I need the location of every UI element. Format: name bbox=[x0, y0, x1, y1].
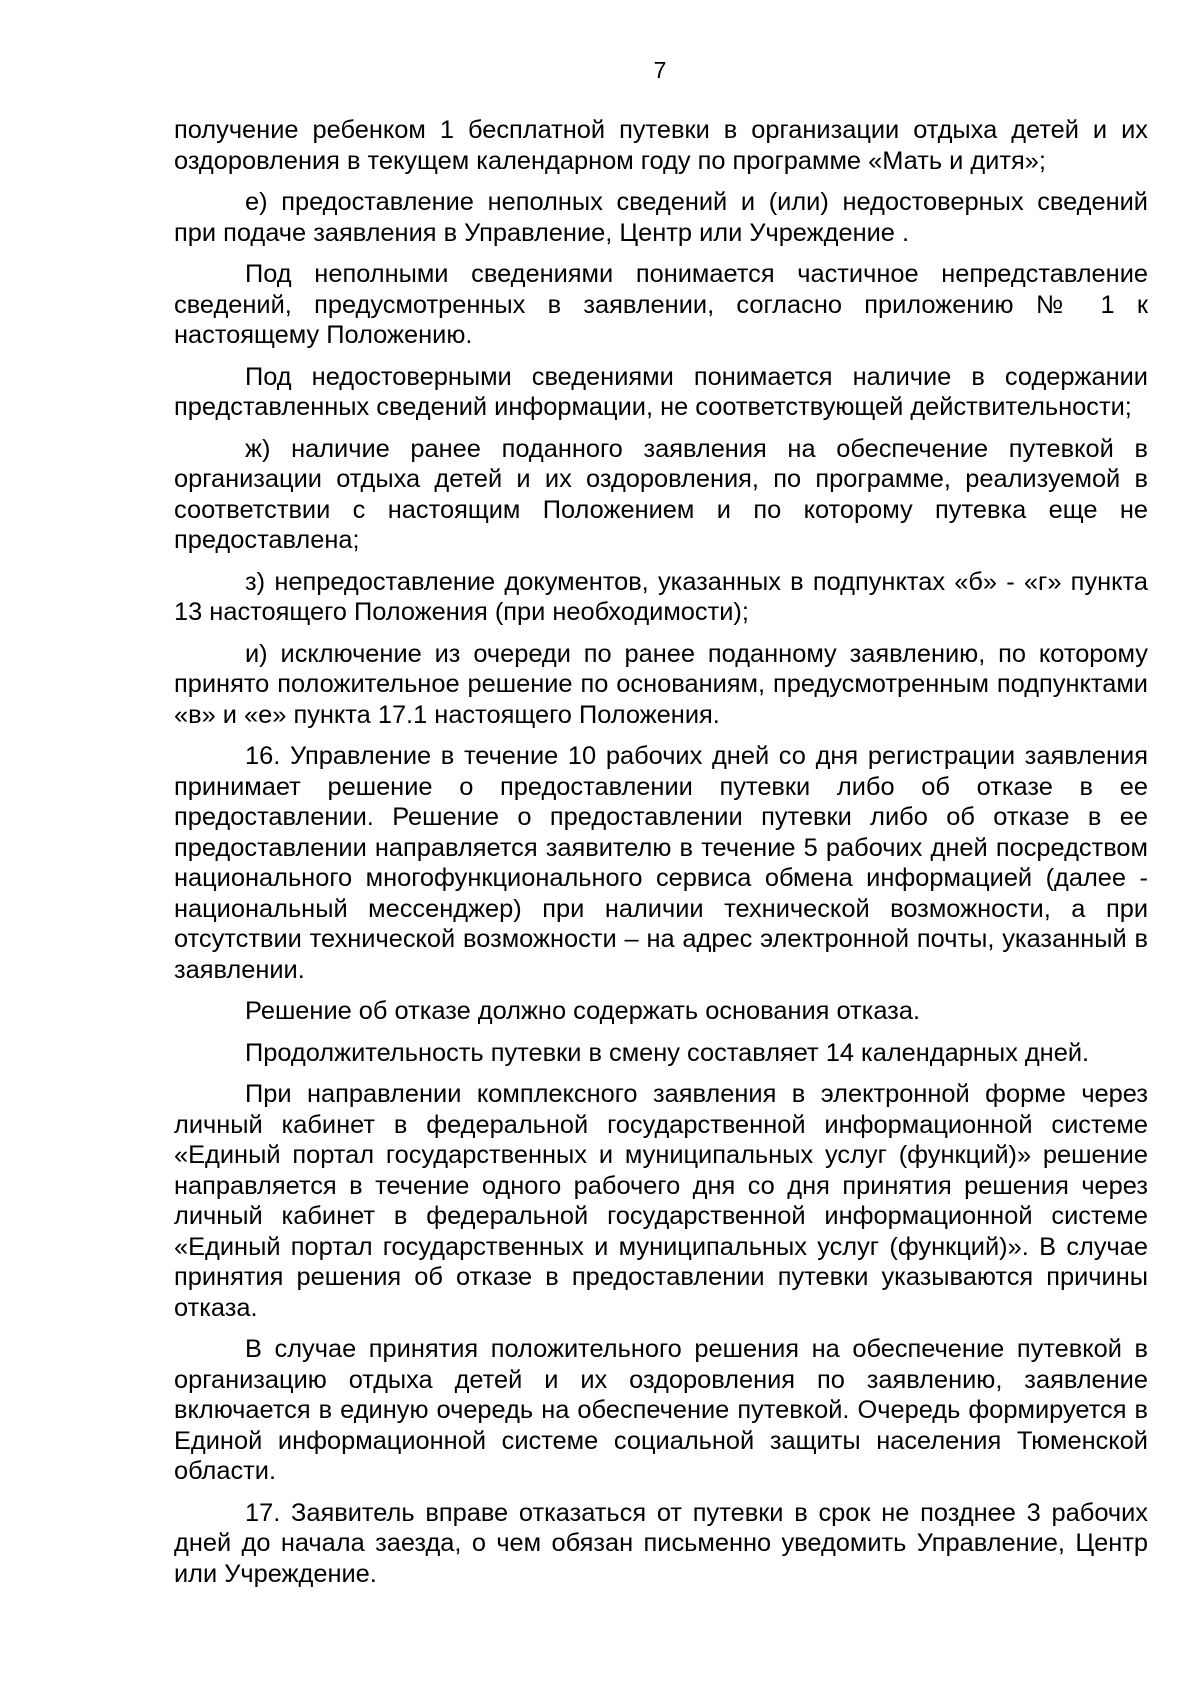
paragraph-clause-17: 17. Заявитель вправе отказаться от путевки в срок не позднее 3 рабочих дней до начала заезда, о чем обязан письменно уведомить Управление, Центр или Учреждение. bbox=[174, 1498, 1148, 1588]
paragraph-clause-16: 16. Управление в течение 10 рабочих дней со дня регистрации заявления принимает решение о предоставлении путевки либо об отказе в ее предоставлении. Решение о предоставлении путевки либо об отказе в ее предоставлении направляется заявителю в течение 5 рабочих дней посредством национального многофункционального сервиса обмена информацией (далее - национальный мессенджер) при наличии технической возможности, а при отсутствии технической возможности – на адрес электронной почты, указанный в заявлении. bbox=[174, 742, 1148, 984]
paragraph-electronic-application: При направлении комплексного заявления в электронной форме через личный кабинет в федеральной государственной информационной системе «Единый портал государственных и муниципальных услуг (функций)» решение направляется в течение одного рабочего дня со дня принятия решения через личный кабинет в федеральной государственной информационной системе «Единый портал государственных и муниципальных услуг (функций)». В случае принятия решения об отказе в предоставлении путевки указываются причины отказа. bbox=[174, 1080, 1148, 1322]
page-number: 7 bbox=[653, 57, 667, 83]
paragraph-incomplete-info-definition: Под неполными сведениями понимается частичное непредставление сведений, предусмотренных в заявлении, согласно приложению № 1 к настоящему Положению. bbox=[174, 260, 1148, 349]
paragraph-item-i: и) исключение из очереди по ранее поданному заявлению, по которому принято положительное решение по основаниям, предусмотренным подпунктами «в» и «е» пункта 17.1 настоящего Положения. bbox=[174, 639, 1148, 729]
paragraph-item-z: з) непредоставление документов, указанных в подпунктах «б» - «г» пункта 13 настоящего Положения (при необходимости); bbox=[174, 567, 1148, 626]
paragraph-item-e: е) предоставление неполных сведений и (или) недостоверных сведений при подаче заявления в Управление, Центр или Учреждение . bbox=[174, 188, 1148, 247]
paragraph-positive-decision-queue: В случае принятия положительного решения на обеспечение путевкой в организацию отдыха детей и их оздоровления по заявлению, заявление включается в единую очередь на обеспечение путевкой. Очередь формируется в Единой информационной системе социальной защиты населения Тюменской области. bbox=[174, 1335, 1148, 1485]
paragraph-voucher-duration: Продолжительность путевки в смену составляет 14 календарных дней. bbox=[245, 1038, 1090, 1067]
paragraph-refusal-grounds: Решение об отказе должно содержать основания отказа. bbox=[245, 997, 920, 1025]
paragraph-item-zh: ж) наличие ранее поданного заявления на обеспечение путевкой в организации отдыха детей и их оздоровления, по программе, реализуемой в соответствии с настоящим Положением и по которому путевка еще не предоставлена; bbox=[174, 434, 1148, 554]
document-body bbox=[174, 115, 1148, 1600]
paragraph-continuation: получение ребенком 1 бесплатной путевки в организации отдыха детей и их оздоровления в текущем календарном году по программе «Мать и дитя»; bbox=[174, 116, 1148, 175]
paragraph-unreliable-info-definition: Под недостоверными сведениями понимается наличие в содержании представленных сведений информации, не соответствующей действительности; bbox=[174, 362, 1148, 421]
